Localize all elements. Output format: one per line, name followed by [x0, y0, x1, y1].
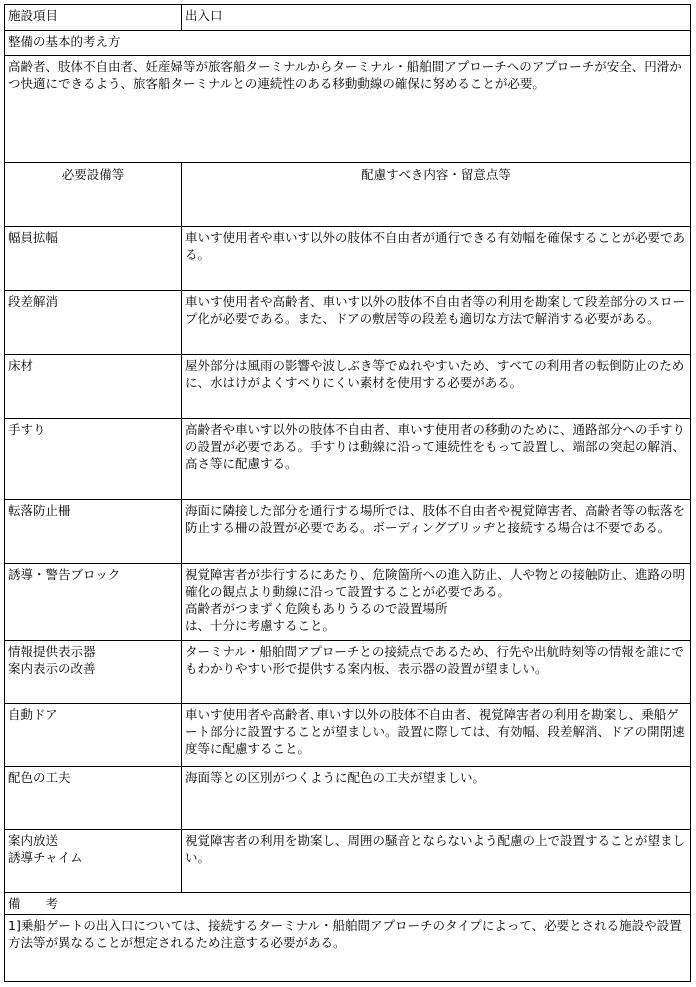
- facility-value: 出入口: [185, 8, 223, 23]
- table-row: [5, 564, 690, 641]
- table-row: [5, 355, 690, 419]
- table-row: [5, 291, 690, 355]
- concept-body: 高齢者、肢体不自由者、妊産婦等が旅客船ターミナルからターミナル・船舶間アプローチへのアプローチが安全、円滑かつ快適にできるよう、旅客船ターミナルとの連続性のある移動動線の確保に努めることが必要。: [8, 59, 682, 91]
- row-content: 海面等との区別がつくように配色の工夫が望ましい。: [185, 770, 486, 785]
- table-row: [5, 500, 690, 564]
- row-item: 段差解消: [5, 291, 182, 354]
- row-item: 幅員拡幅: [5, 227, 182, 290]
- remarks-body-row: [5, 915, 690, 981]
- facility-label: 施設項目: [5, 5, 182, 30]
- concept-title: 整備の基本的考え方: [8, 34, 121, 49]
- remarks-title: 備 考: [8, 896, 59, 911]
- row-content: 高齢者や車いす以外の肢体不自由者、車いす使用者の移動のために、通路部分への手すりの設置が必要である。手すりは動線に沿って連続性をもって設置し、端部の突起の解消、高さ等に配慮する。: [185, 422, 686, 471]
- remarks-body: 1]乗船ゲートの出入口については、接続するターミナル・船舶間アプローチのタイプによって、必要とされる施設や設置方法等が異なることが想定されるため注意する必要がある。: [8, 918, 682, 950]
- row-content: ターミナル・船舶間アプローチとの接続点であるため、行先や出航時刻等の情報を誰にでもわかりやすい形で提供する案内板、表示器の設置が望ましい。: [185, 644, 684, 676]
- table-row: [5, 227, 690, 291]
- row-item: 配色の工夫: [5, 767, 182, 829]
- facility-document: [4, 4, 691, 982]
- row-content: 車いす使用者や高齢者､車いす以外の肢体不自由者、視覚障害者の利用を勘案し、乗船ゲート部分に設置することが望ましい。設置に際しては、有効幅、段差解消、ドアの開閉速度等に配慮すること。: [185, 707, 685, 756]
- remarks-title-row: [5, 893, 690, 915]
- row-item: 手すり: [5, 419, 182, 499]
- row-item: 案内放送 誘導チャイム: [5, 830, 182, 892]
- header-row: [5, 5, 690, 31]
- column-header-item: 必要設備等: [5, 163, 182, 226]
- table-row: [5, 419, 690, 500]
- row-item: 転落防止柵: [5, 500, 182, 563]
- row-item: 情報提供表示器 案内表示の改善: [5, 641, 182, 703]
- row-content: 車いす使用者や高齢者、車いす以外の肢体不自由者等の利用を勘案して段差部分のスロープ化が必要である。また、ドアの敷居等の段差も適切な方法で解消する必要がある。: [185, 294, 686, 326]
- concept-body-row: [5, 56, 690, 163]
- row-content: 屋外部分は風雨の影響や波しぶき等でぬれやすいため、すべての利用者の転倒防止のために、水はけがよくすべりにくい素材を使用する必要がある。: [185, 358, 685, 390]
- table-row: [5, 830, 690, 893]
- table-row: [5, 767, 690, 830]
- row-item: 自動ドア: [5, 704, 182, 766]
- table-row: [5, 641, 690, 704]
- row-content: 海面に隣接した部分を通行する場所では、肢体不自由者や視覚障害者、高齢者等の転落を防止する柵の設置が必要である。ボーディングブリッヂと接続する場合は不要である。: [185, 503, 686, 535]
- concept-title-row: [5, 31, 690, 56]
- row-content: 視覚障害者の利用を勘案し、周囲の騒音とならないよう配慮の上で設置することが望ましい。: [185, 833, 686, 865]
- row-item: 床材: [5, 355, 182, 418]
- row-content: 車いす使用者や車いす以外の肢体不自由者が通行できる有効幅を確保することが必要である。: [185, 230, 686, 262]
- column-header-content: 配慮すべき内容・留意点等: [361, 167, 511, 182]
- table-header-row: [5, 163, 690, 227]
- row-content: 視覚障害者が歩行するにあたり、危険箇所への進入防止、人や物との接触防止、進路の明確化の観点より動線に沿って設置することが必要である。 高齢者がつまずく危険もありうるので設置場所 は、十分に考慮すること。: [185, 567, 686, 633]
- table-row: [5, 704, 690, 767]
- row-item: 誘導・警告ブロック: [5, 564, 182, 640]
